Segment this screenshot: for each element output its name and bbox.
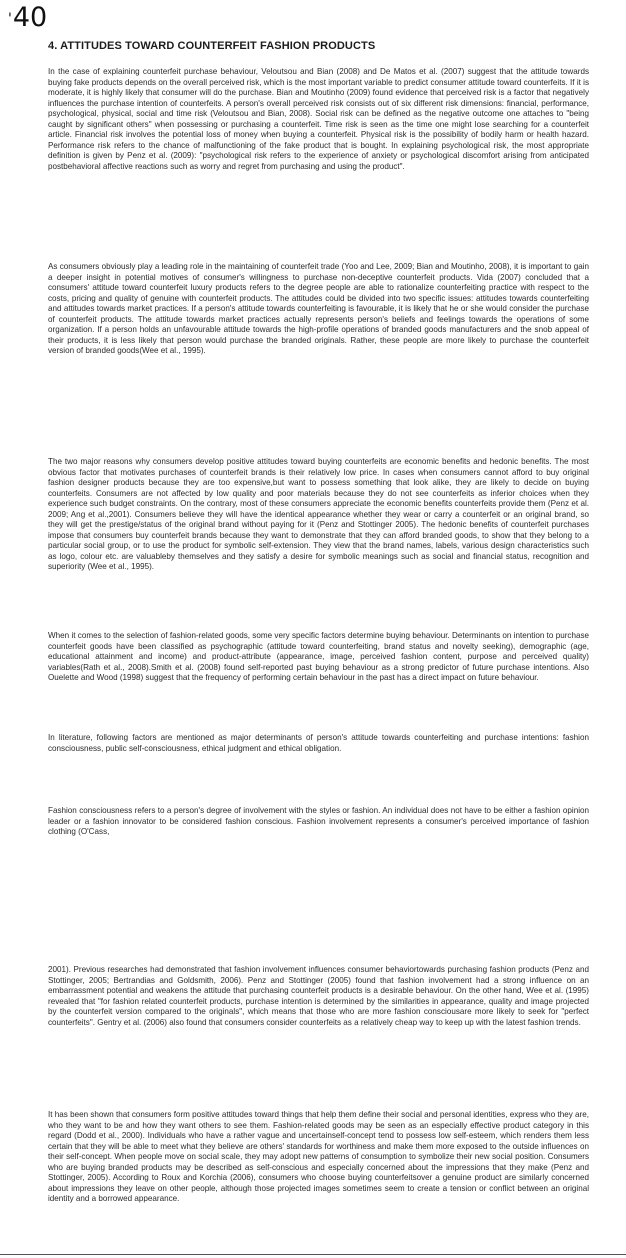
section-heading: 4. ATTITUDES TOWARD COUNTERFEIT FASHION PRODUCTS [48, 40, 376, 52]
page-bottom-divider [0, 1254, 626, 1255]
paragraph-consumer-attitude [48, 262, 589, 357]
page-number-mark: ' [8, 11, 12, 27]
paragraph-text: Fashion consciousness refers to a person's degree of involvement with the styles or fashion. An individual does not have to be either a fashion opinion leader or a fashion innovator to be considered fashion conscious. Fashion involvement represents a consumer's perceived importance of fashion clothing (O'Cass, [48, 806, 589, 837]
paragraph-text: In literature, following factors are mentioned as major determinants of person's attitude towards counterfeiting and purchase intentions: fashion consciousness, public self-consciousness, ethical judgment and ethical obligation. [48, 733, 589, 753]
page-number-value: 40 [12, 2, 48, 33]
page-number [8, 2, 47, 34]
paragraph-text: In the case of explaining counterfeit purchase behaviour, Veloutsou and Bian (2008) and De Matos et al. (2007) suggest that the attitude towards buying fake products depends on the overall perceived risk, which is the most important variable to predict consumer attitude toward counterfeits. If it is moderate, it is highly likely that consumer will do the purchase. Bian and Moutinho (2009) found evidence that perceived risk is a factor that negatively influences the purchase intention of counterfeits. A person's overall perceived risk consists out of six different risk dimensions: financial, performance, psychological, physical, social and time risk (Veloutsou and Bian, 2008). Social risk can be defined as the negative outcome one attaches to "being caught by significant others" when possessing or purchasing a counterfeit. Time risk is seen as the time one might lose searching for a counterfeit article. Financial risk involves the potential loss of money when buying a counterfeit. Physical risk is the possibility of bodily harm or health hazard. Performance risk refers to the chance of malfunctioning of the fake product that is bought. In explaining psychological risk, the most appropriate definition is given by Penz et al. (2009): "psychological risk refers to the experience of anxiety or psychological discomfort arising from anticipated postbehavioral affective reactions such as worry and regret from purchasing and using the product". [48, 67, 589, 171]
paragraph-self-identity [48, 1110, 589, 1205]
paragraph-text: It has been shown that consumers form positive attitudes toward things that help them define their social and personal identities, express who they are, who they want to be and how they want others to see them. Fashion-related goods may be seen as an especially effective product category in this regard (Dodd et al., 2000). Individuals who have a rather vague and uncertainself-concept tend to possess low self-esteem, which renders them less certain that they will be able to meet what they believe are others' standards for worthiness and make them more exposed to the outside influences on their self-concept. When people move on social scale, they may adopt new patterns of consumption to symbolize their new social position. Consumers who are buying branded products may be described as self-conscious and especially concerned about the impressions that they make (Penz and Stottinger, 2005). According to Roux and Korchia (2006), consumers who choose buying counterfeitsover a genuine product are similarly concerned about impressions they leave on other people, although those projected images sometimes seem to create a tension or conflict between an original identity and a borrowed appearance. [48, 1110, 589, 1204]
paragraph-perceived-risk [48, 67, 589, 172]
paragraph-text: The two major reasons why consumers develop positive attitudes toward buying counterfeits are economic benefits and hedonic benefits. The most obvious factor that motivates purchases of counterfeit brands is their relatively low price. In cases when consumers cannot afford to buy original fashion designer products because they are too expensive,but want to possess something that look alike, they are likely to decide on buying counterfeits. Consumers are not affected by low quality and poor materials because they do not see counterfeits as inferior choices when they experience such budget constraints. On the contrary, most of these consumers appreciate the economic benefits counterfeits provide them (Penz et al. 2009; Ang et al.,2001). Consumers believe they will have the identical appearance whether they wear or carry a counterfeit or an original brand, so they will get the prestige/status of the original brand without paying for it (Penz and Stottinger 2005). The hedonic benefits of counterfeit purchases impose that consumers buy counterfeit brands because they want to demonstrate that they can afford branded goods, to show that they belong to a particular social group, or to use the product for symbolic self-extension. They view that the brand names, labels, various design characteristics such as logo, colour etc. are valuableby themselves and they satisfy a desire for symbolic meanings such as social and financial status, recognition and superiority (Wee et al., 1995). [48, 457, 589, 572]
paragraph-fashion-involvement [48, 965, 589, 1028]
paragraph-fashion-consciousness [48, 806, 589, 838]
paragraph-text: As consumers obviously play a leading role in the maintaining of counterfeit trade (Yoo and Lee, 2009; Bian and Moutinho, 2008), it is important to gain a deeper insight in potential motives of consumer's willingness to purchase non-deceptive counterfeit products. Vida (2007) concluded that a consumers' attitude toward counterfeit luxury products refers to the degree people are able to rationalize counterfeiting practice with respect to the costs, pricing and quality of genuine with counterfeit products. The attitudes could be divided into two specific issues: attitudes towards counterfeiting and attitudes towards market practices. If a person's attitude towards counterfeiting is favourable, it is likely that he or she would consider the purchase of counterfeit products. The attitude towards market practices actually represents person's beliefs and feelings towards the operations of some organization. If a person holds an unfavourable attitude towards the high-profile operations of branded goods manufacturers and the snob appeal of their products, it is less likely that person would purchase the branded originals. Rather, these people are more likely to purchase the counterfeit version of branded goods(Wee et al., 1995). [48, 262, 589, 356]
paragraph-economic-hedonic-benefits [48, 457, 589, 573]
paragraph-major-determinants [48, 733, 589, 754]
paragraph-purchase-determinants [48, 631, 589, 684]
paragraph-text: When it comes to the selection of fashion-related goods, some very specific factors determine buying behaviour. Determinants on intention to purchase counterfeit goods have been classified as psychographic (attitude toward counterfeiting, brand status and novelty seeking), demographic (age, educational attainment and income) and product-attribute (appearance, image, perceived fashion content, purpose and perceived quality) variables(Rath et al., 2008).Smith et al. (2008) found self-reported past buying behaviour as a strong predictor of future purchase intentions. Also Ouelette and Wood (1998) suggest that the frequency of performing certain behaviour in the past has a direct impact on future behaviour. [48, 631, 589, 683]
paragraph-text: 2001). Previous researches had demonstrated that fashion involvement influences consumer behaviortowards purchasing fashion products (Penz and Stottinger, 2005; Bertrandias and Goldsmith, 2006). Penz and Stottinger (2005) found that fashion involvement had a strong influence on an embarrassment potential and weakens the attitude that purchasing counterfeit products is a desirable behaviour. On the other hand, Wee et al. (1995) revealed that "for fashion related counterfeit products, purchase intention is determined by the similarities in appearance, quality and image projected by the counterfeit version compared to the originals", which means that those who are more fashion consciousare more likely to seek for "perfect counterfeits". Gentry et al. (2006) also found that consumers consider counterfeits as a relatively cheap way to keep up with the latest fashion trends. [48, 965, 589, 1027]
